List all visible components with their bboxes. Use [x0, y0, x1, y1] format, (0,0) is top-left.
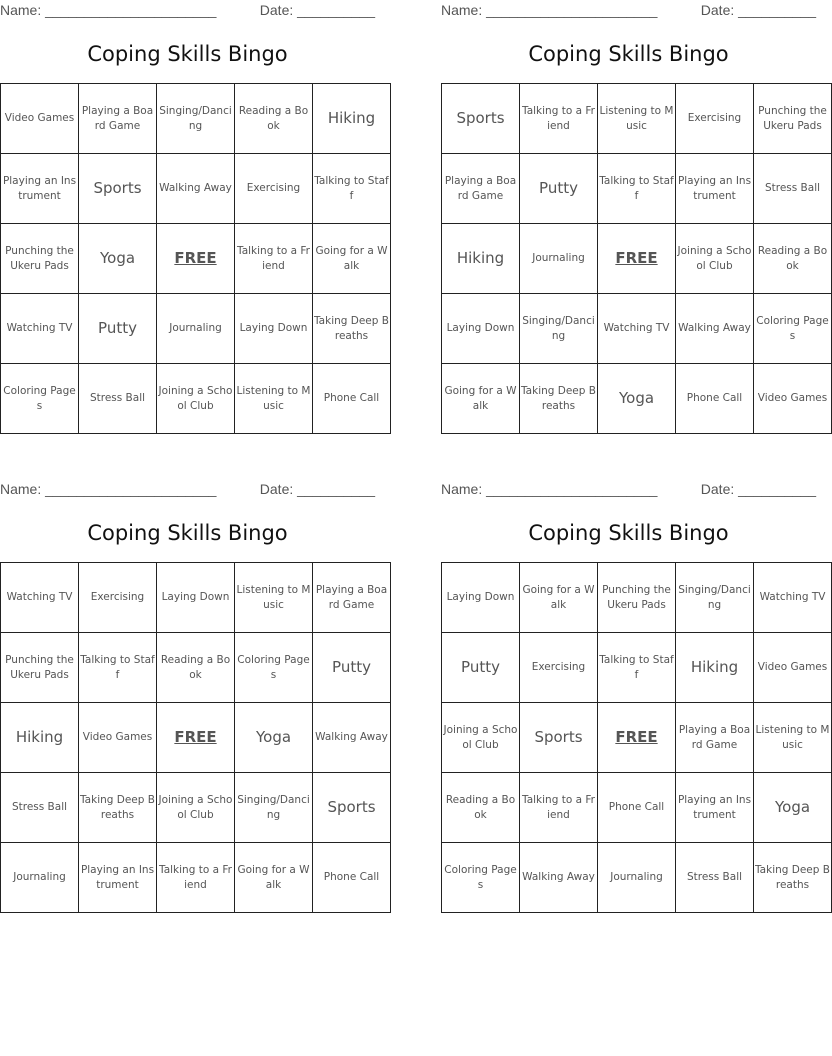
bingo-cell: Singing/Dancing [157, 84, 235, 154]
bingo-cell: Putty [520, 154, 598, 224]
bingo-cell: Video Games [1, 84, 79, 154]
bingo-cell: Coloring Pages [235, 633, 313, 703]
grid-row [1, 563, 391, 633]
bingo-cell: Playing a Board Game [676, 703, 754, 773]
bingo-cell: Reading a Book [754, 224, 832, 294]
bingo-cell: Talking to a Friend [520, 84, 598, 154]
bingo-cell: Journaling [157, 294, 235, 364]
bingo-cell: Talking to Staff [313, 154, 391, 224]
free-space: FREE [157, 224, 235, 294]
bingo-cell: Playing an Instrument [79, 843, 157, 913]
bingo-cell: Joining a School Club [157, 773, 235, 843]
free-space: FREE [598, 703, 676, 773]
bingo-cell: Reading a Book [157, 633, 235, 703]
bingo-cell: Sports [313, 773, 391, 843]
bingo-cell: Journaling [598, 843, 676, 913]
bingo-cell: Laying Down [442, 563, 520, 633]
bingo-cell: Phone Call [676, 364, 754, 434]
bingo-cell: Putty [442, 633, 520, 703]
bingo-cell: Sports [79, 154, 157, 224]
bingo-grid [441, 83, 832, 434]
bingo-cell: Coloring Pages [754, 294, 832, 364]
grid-row [442, 364, 832, 434]
bingo-cell: Listening to Music [598, 84, 676, 154]
bingo-cell: Stress Ball [1, 773, 79, 843]
bingo-cell: Punching the Ukeru Pads [1, 633, 79, 703]
bingo-grid [0, 562, 391, 913]
free-space: FREE [598, 224, 676, 294]
bingo-cell: Exercising [520, 633, 598, 703]
bingo-cell: Yoga [598, 364, 676, 434]
card-header [0, 0, 375, 22]
bingo-cell: Coloring Pages [1, 364, 79, 434]
bingo-cell: Playing an Instrument [676, 773, 754, 843]
bingo-cell: Walking Away [676, 294, 754, 364]
date-line: Date: __________ [259, 2, 375, 18]
bingo-cell: Punching the Ukeru Pads [754, 84, 832, 154]
grid-row [442, 154, 832, 224]
name-line: Name: ______________________ [0, 2, 217, 18]
bingo-cell: Coloring Pages [442, 843, 520, 913]
bingo-cell: Talking to Staff [598, 633, 676, 703]
bingo-cell: Taking Deep Breaths [79, 773, 157, 843]
bingo-cell: Laying Down [442, 294, 520, 364]
bingo-cell: Sports [520, 703, 598, 773]
date-line: Date: __________ [700, 2, 816, 18]
bingo-cell: Going for a Walk [520, 563, 598, 633]
bingo-cell: Reading a Book [235, 84, 313, 154]
bingo-cell: Reading a Book [442, 773, 520, 843]
card-header [0, 479, 375, 501]
grid-row [1, 703, 391, 773]
card-title: Coping Skills Bingo [528, 42, 729, 66]
bingo-cell: Exercising [676, 84, 754, 154]
bingo-cell: Yoga [754, 773, 832, 843]
bingo-cell: Phone Call [598, 773, 676, 843]
grid-row [442, 773, 832, 843]
bingo-cell: Taking Deep Breaths [313, 294, 391, 364]
bingo-cell: Talking to a Friend [520, 773, 598, 843]
bingo-grid [441, 562, 832, 913]
grid-row [442, 224, 832, 294]
bingo-cell: Playing a Board Game [442, 154, 520, 224]
bingo-cell: Journaling [520, 224, 598, 294]
bingo-cell: Playing an Instrument [676, 154, 754, 224]
bingo-cell: Going for a Walk [313, 224, 391, 294]
bingo-cell: Joining a School Club [442, 703, 520, 773]
bingo-cell: Stress Ball [754, 154, 832, 224]
bingo-cell: Talking to a Friend [235, 224, 313, 294]
name-line: Name: ______________________ [0, 481, 217, 497]
bingo-cell: Stress Ball [79, 364, 157, 434]
grid-row [442, 563, 832, 633]
bingo-cell: Sports [442, 84, 520, 154]
bingo-cell: Laying Down [157, 563, 235, 633]
bingo-cell: Exercising [79, 563, 157, 633]
grid-row [1, 84, 391, 154]
grid-row [1, 843, 391, 913]
bingo-cell: Exercising [235, 154, 313, 224]
bingo-cell: Journaling [1, 843, 79, 913]
name-line: Name: ______________________ [441, 481, 658, 497]
grid-row [442, 84, 832, 154]
bingo-cell: Taking Deep Breaths [754, 843, 832, 913]
bingo-cell: Watching TV [754, 563, 832, 633]
grid-row [1, 154, 391, 224]
bingo-cell: Going for a Walk [442, 364, 520, 434]
bingo-cell: Watching TV [1, 294, 79, 364]
bingo-cell: Going for a Walk [235, 843, 313, 913]
bingo-cell: Listening to Music [754, 703, 832, 773]
date-line: Date: __________ [259, 481, 375, 497]
card-header [441, 0, 816, 22]
grid-row [442, 633, 832, 703]
grid-row [442, 703, 832, 773]
bingo-cell: Talking to a Friend [157, 843, 235, 913]
bingo-cell: Joining a School Club [676, 224, 754, 294]
bingo-cell: Hiking [676, 633, 754, 703]
bingo-cell: Singing/Dancing [520, 294, 598, 364]
bingo-cell: Putty [313, 633, 391, 703]
card-title: Coping Skills Bingo [87, 42, 288, 66]
bingo-cell: Playing a Board Game [313, 563, 391, 633]
grid-row [442, 843, 832, 913]
bingo-cell: Hiking [313, 84, 391, 154]
bingo-cell: Taking Deep Breaths [520, 364, 598, 434]
bingo-cell: Listening to Music [235, 563, 313, 633]
bingo-cell: Hiking [442, 224, 520, 294]
bingo-cell: Singing/Dancing [235, 773, 313, 843]
grid-row [1, 364, 391, 434]
bingo-cell: Phone Call [313, 364, 391, 434]
bingo-grid [0, 83, 391, 434]
card-title: Coping Skills Bingo [528, 521, 729, 545]
bingo-cell: Punching the Ukeru Pads [598, 563, 676, 633]
bingo-cell: Stress Ball [676, 843, 754, 913]
bingo-cell: Laying Down [235, 294, 313, 364]
bingo-cell: Video Games [754, 364, 832, 434]
card-title: Coping Skills Bingo [87, 521, 288, 545]
bingo-cell: Walking Away [520, 843, 598, 913]
bingo-cell: Putty [79, 294, 157, 364]
name-line: Name: ______________________ [441, 2, 658, 18]
bingo-cell: Walking Away [157, 154, 235, 224]
bingo-cell: Phone Call [313, 843, 391, 913]
bingo-cell: Watching TV [598, 294, 676, 364]
bingo-cell: Talking to Staff [79, 633, 157, 703]
bingo-cell: Walking Away [313, 703, 391, 773]
card-header [441, 479, 816, 501]
date-line: Date: __________ [700, 481, 816, 497]
bingo-cell: Watching TV [1, 563, 79, 633]
bingo-cell: Yoga [79, 224, 157, 294]
free-space: FREE [157, 703, 235, 773]
bingo-cell: Playing a Board Game [79, 84, 157, 154]
grid-row [1, 773, 391, 843]
bingo-cell: Yoga [235, 703, 313, 773]
grid-row [1, 224, 391, 294]
bingo-cell: Listening to Music [235, 364, 313, 434]
grid-row [1, 633, 391, 703]
bingo-cell: Joining a School Club [157, 364, 235, 434]
bingo-cell: Singing/Dancing [676, 563, 754, 633]
bingo-cell: Playing an Instrument [1, 154, 79, 224]
grid-row [1, 294, 391, 364]
bingo-cell: Hiking [1, 703, 79, 773]
bingo-cell: Punching the Ukeru Pads [1, 224, 79, 294]
grid-row [442, 294, 832, 364]
bingo-cell: Video Games [79, 703, 157, 773]
bingo-cell: Talking to Staff [598, 154, 676, 224]
bingo-cell: Video Games [754, 633, 832, 703]
